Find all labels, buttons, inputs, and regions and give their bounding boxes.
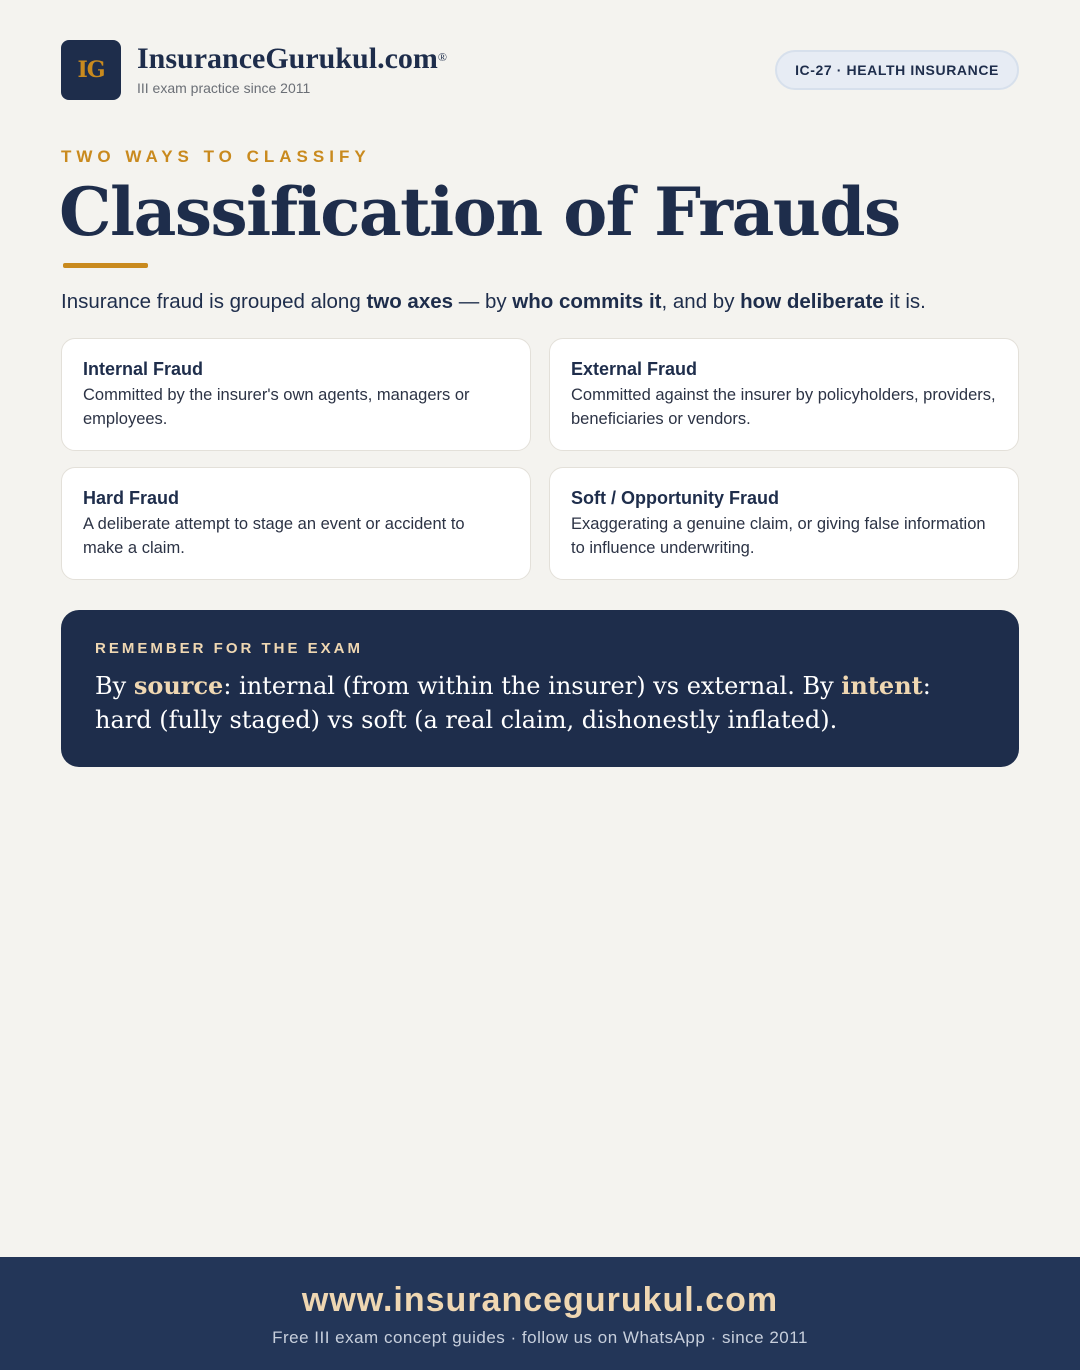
trademark-mark: ® (437, 50, 448, 64)
eyebrow: TWO WAYS TO CLASSIFY (61, 147, 371, 166)
card-title: Hard Fraud (83, 488, 180, 508)
logo[interactable] (61, 40, 121, 100)
card-external-fraud (549, 338, 1019, 451)
card-title: Soft / Opportunity Fraud (571, 488, 779, 508)
card-title: Internal Fraud (83, 359, 204, 379)
remember-segment: : hard (fully staged) vs soft (a real claim, dishonestly inflated). (95, 672, 931, 734)
card-hard-fraud (61, 467, 531, 580)
footer (0, 1257, 1080, 1370)
brand-name[interactable] (137, 42, 447, 76)
lead-bold: who commits it (512, 290, 662, 313)
lead-bold: two axes (366, 290, 454, 313)
lead-bold: how deliberate (740, 290, 884, 313)
course-badge: IC-27 · HEALTH INSURANCE (775, 50, 1019, 90)
card-body: A deliberate attempt to stage an event or accident to make a claim. (83, 515, 465, 557)
remember-segment: : internal (from within the insurer) vs external. By (223, 672, 842, 700)
page-title: Classification of Frauds (59, 173, 900, 251)
lead-text: it is. (883, 290, 926, 313)
brand-tagline: III exam practice since 2011 (137, 80, 311, 96)
footer-url-link[interactable]: www.insurancegurukul.com (301, 1281, 779, 1319)
remember-text (95, 669, 985, 737)
card-title: External Fraud (571, 359, 698, 379)
brand-name-text: InsuranceGurukul.com (137, 42, 438, 75)
lead-text: Insurance fraud is grouped along (61, 290, 367, 313)
remember-keyword: source (133, 671, 224, 700)
remember-segment: By (95, 672, 134, 700)
card-soft-fraud (549, 467, 1019, 580)
remember-label: REMEMBER FOR THE EXAM (95, 640, 364, 657)
card-body: Exaggerating a genuine claim, or giving false information to influence underwriting. (571, 515, 986, 557)
remember-keyword: intent (841, 671, 923, 700)
card-internal-fraud (61, 338, 531, 451)
lead-text: — by (453, 290, 513, 313)
lead-text: , and by (661, 290, 741, 313)
card-body: Committed against the insurer by policyholders, providers, beneficiaries or vendors. (571, 386, 996, 428)
remember-box (61, 610, 1019, 767)
lead-paragraph (61, 288, 926, 316)
footer-subtitle: Free III exam concept guides · follow us on WhatsApp · since 2011 (272, 1328, 808, 1347)
header (61, 40, 1019, 102)
title-underline (63, 263, 148, 268)
logo-initials: IG (77, 57, 105, 83)
brand (137, 42, 447, 96)
card-body: Committed by the insurer's own agents, managers or employees. (83, 386, 470, 428)
